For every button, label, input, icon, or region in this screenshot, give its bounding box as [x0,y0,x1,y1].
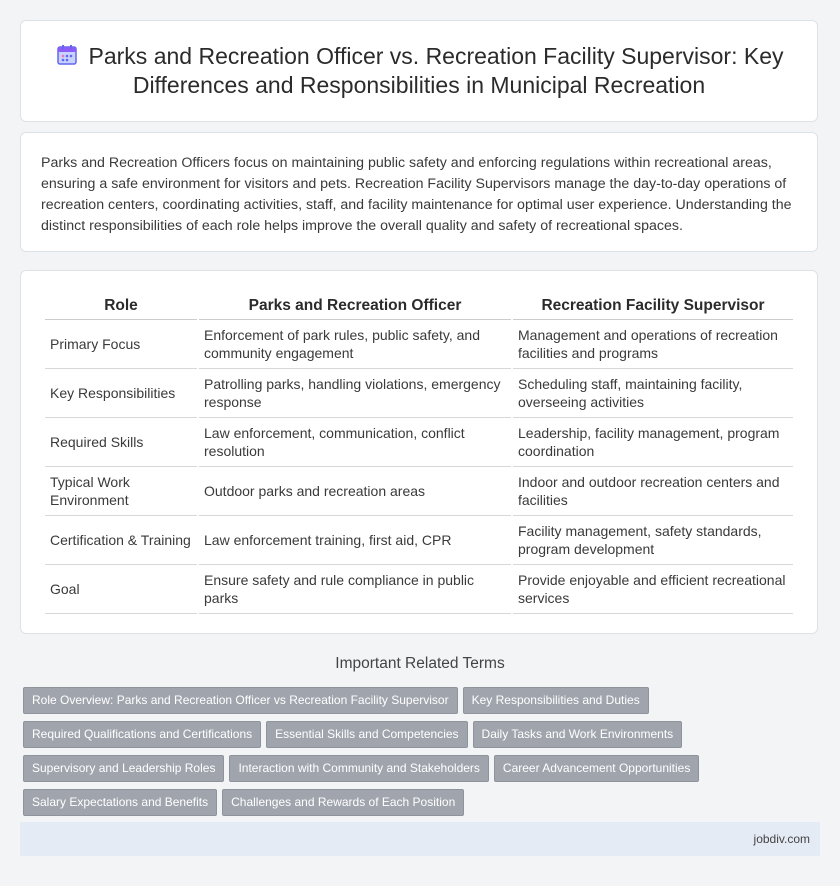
supervisor-cell: Facility management, safety standards, program development [513,516,793,565]
table-row [45,320,793,369]
officer-cell: Law enforcement, communication, conflict resolution [199,418,511,467]
header-role: Role [45,293,197,320]
related-term-tag[interactable]: Role Overview: Parks and Recreation Officer vs Recreation Facility Supervisor [23,687,458,714]
footer-site-link[interactable]: jobdiv.com [753,832,810,846]
related-term-tag[interactable]: Required Qualifications and Certifications [23,721,261,748]
related-term-tag[interactable]: Interaction with Community and Stakeholders [229,755,488,782]
row-label: Certification & Training [45,516,197,565]
supervisor-cell: Leadership, facility management, program coordination [513,418,793,467]
supervisor-cell: Indoor and outdoor recreation centers and facilities [513,467,793,516]
comparison-table [43,293,795,614]
related-term-tag[interactable]: Daily Tasks and Work Environments [473,721,683,748]
table-row [45,369,793,418]
row-label: Primary Focus [45,320,197,369]
page-title [21,42,817,100]
related-term-tag[interactable]: Challenges and Rewards of Each Position [222,789,464,816]
supervisor-cell: Provide enjoyable and efficient recreational services [513,565,793,614]
related-term-tag[interactable]: Key Responsibilities and Duties [463,687,649,714]
supervisor-cell: Management and operations of recreation facilities and programs [513,320,793,369]
officer-cell: Law enforcement training, first aid, CPR [199,516,511,565]
officer-cell: Ensure safety and rule compliance in public parks [199,565,511,614]
supervisor-cell: Scheduling staff, maintaining facility, overseeing activities [513,369,793,418]
page-title-text: Parks and Recreation Officer vs. Recreation Facility Supervisor: Key Differences and Responsibilities in Municipal Recreation [88,43,784,98]
related-terms-title: Important Related Terms [335,655,505,672]
table-header-row [45,293,793,320]
officer-cell: Outdoor parks and recreation areas [199,467,511,516]
officer-cell: Enforcement of park rules, public safety, and community engagement [199,320,511,369]
row-label: Required Skills [45,418,197,467]
intro-paragraph: Parks and Recreation Officers focus on maintaining public safety and enforcing regulations within recreational areas, ensuring a safe environment for visitors and pets. Recreation Facility Supervisors manage the day-to-day operations of recreation centers, coordinating activities, staff, and facility maintenance for optimal user experience. Understanding the distinct responsibilities of each role helps improve the overall quality and safety of recreational spaces. [41,155,792,234]
header-supervisor: Recreation Facility Supervisor [513,293,793,320]
row-label: Key Responsibilities [45,369,197,418]
row-label: Goal [45,565,197,614]
related-term-tag[interactable]: Supervisory and Leadership Roles [23,755,224,782]
header-officer: Parks and Recreation Officer [199,293,511,320]
table-row [45,467,793,516]
related-term-tag[interactable]: Essential Skills and Competencies [266,721,467,748]
title-card [20,20,818,122]
table-row [45,418,793,467]
row-label: Typical Work Environment [45,467,197,516]
intro-card [20,132,818,252]
calendar-icon [55,43,79,67]
comparison-table-card [20,270,818,634]
table-row [45,565,793,614]
officer-cell: Patrolling parks, handling violations, emergency response [199,369,511,418]
related-terms-list [23,687,823,823]
table-row [45,516,793,565]
related-term-tag[interactable]: Career Advancement Opportunities [494,755,699,782]
related-term-tag[interactable]: Salary Expectations and Benefits [23,789,217,816]
footer [20,822,820,856]
